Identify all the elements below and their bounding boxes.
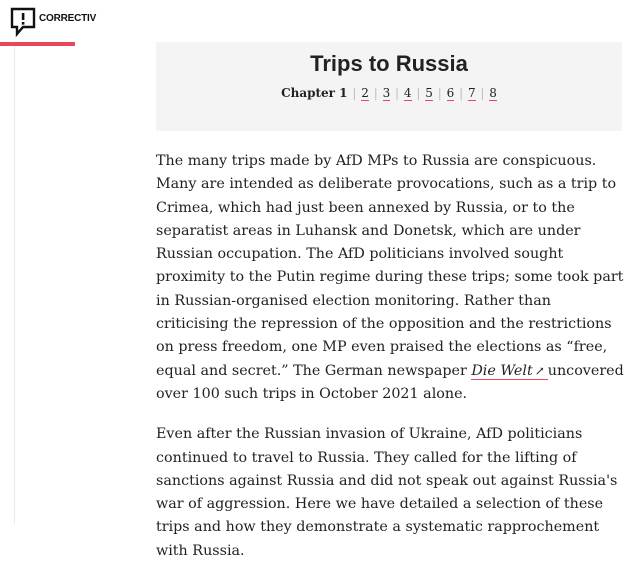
paragraph-1-text-after-link: uncovered over 100 such trips in October 2021 alone.	[156, 362, 624, 402]
chapter-link-5[interactable]: 5	[425, 86, 433, 100]
chapter-separator: |	[352, 86, 357, 100]
paragraph-1-text: The many trips made by AfD MPs to Russia are conspicuous. Many are intended as deliberate provocations, such as a trip to Crimea, which had just been annexed by Russia, or to the separatist areas in Luhansk and Donetsk, which are under Russian occupation. The AfD politicians involved sought proximity to the Putin regime during these trips; some took part in Russian-organised election monitoring. Rather than criticising the repression of the opposition and the restrictions on press freedom, one MP even praised the elections as “free, equal and secret.” The German newspaper	[156, 153, 624, 379]
chapter-nav	[156, 85, 622, 101]
article-body	[156, 150, 626, 580]
chapter-link-6[interactable]: 6	[446, 86, 455, 100]
chapter-separator: |	[480, 86, 485, 100]
chapter-link-3[interactable]: 3	[382, 86, 391, 100]
article-paragraph-2: Even after the Russian invasion of Ukraine, AfD politicians continued to travel to Russia. They called for the lifting of sanctions against Russia and did not speak out against Russia's war of aggression. Here we have detailed a selection of these trips and how they demonstrate a systematic rapprochement with Russia.	[156, 426, 618, 559]
left-column-divider	[14, 46, 15, 524]
chapter-separator: |	[416, 86, 421, 100]
chapter-link-7[interactable]: 7	[467, 86, 476, 100]
chapter-title: Trips to Russia	[310, 51, 468, 76]
chapter-link-4[interactable]: 4	[403, 86, 412, 100]
article-paragraph-1	[156, 150, 626, 406]
chapter-separator: |	[437, 86, 442, 100]
header-accent-bar	[0, 42, 75, 46]
chapter-current: Chapter 1	[281, 86, 348, 100]
die-welt-link[interactable]	[471, 363, 547, 380]
chapter-link-8[interactable]: 8	[489, 86, 497, 100]
speech-bubble-exclamation-icon	[10, 7, 38, 37]
chapter-navigation-box	[156, 42, 622, 131]
logo-text: CORRECTIV	[39, 12, 97, 24]
chapter-separator: |	[395, 86, 400, 100]
site-logo[interactable]	[10, 6, 96, 38]
external-link-arrow-icon: ↗	[534, 363, 545, 378]
chapter-link-2[interactable]: 2	[361, 86, 369, 100]
die-welt-link-label: Die Welt	[471, 362, 533, 379]
chapter-separator: |	[373, 86, 378, 100]
chapter-separator: |	[459, 86, 464, 100]
